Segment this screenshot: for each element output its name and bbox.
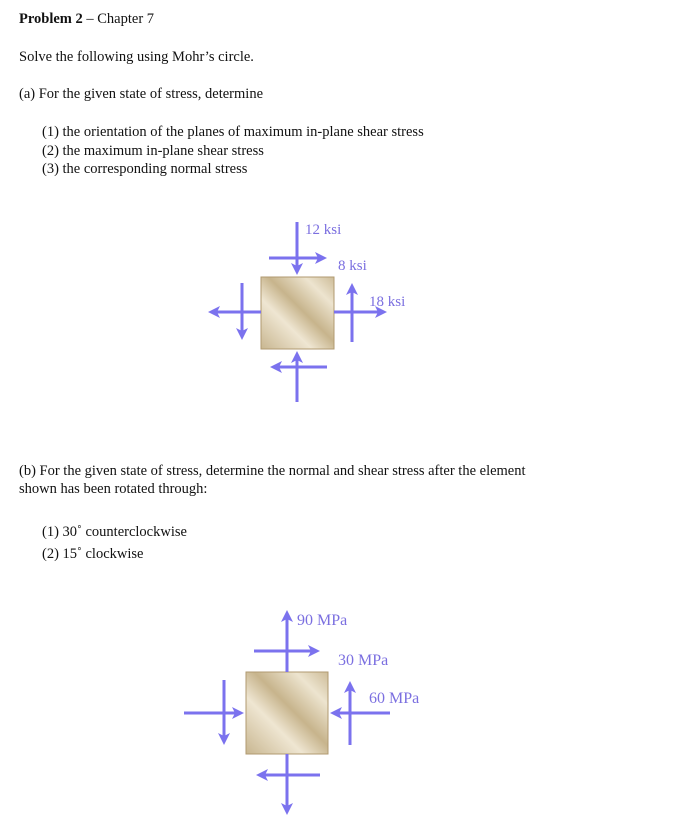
label-normal-y: 90 MPa xyxy=(297,612,348,629)
element-b xyxy=(184,612,419,812)
stress-element-square xyxy=(261,277,334,349)
label-normal-x: 60 MPa xyxy=(369,690,420,707)
heading-line: shown has been rotated through: xyxy=(19,481,208,497)
label-shear: 8 ksi xyxy=(338,258,367,274)
title-rest: – Chapter 7 xyxy=(82,11,155,27)
label-normal-y: 12 ksi xyxy=(305,222,342,238)
element-a xyxy=(211,222,405,402)
stress-element-square xyxy=(246,672,328,754)
list-item: (2) the maximum in-plane shear stress xyxy=(42,142,264,159)
label-normal-x: 18 ksi xyxy=(369,294,406,310)
title-bold: Problem 2 xyxy=(19,11,83,27)
heading-line: (b) For the given state of stress, determine the normal and shear stress after the element xyxy=(19,463,526,479)
list-item: (1) 30˚ counterclockwise xyxy=(42,524,187,540)
part-a-heading: (a) For the given state of stress, determine xyxy=(19,86,264,102)
label-shear: 30 MPa xyxy=(338,652,389,669)
list-item: (2) 15˚ clockwise xyxy=(42,546,144,562)
instruction: Solve the following using Mohr’s circle. xyxy=(19,49,254,65)
list-item: (1) the orientation of the planes of maximum in-plane shear stress xyxy=(42,124,424,140)
list-item: (3) the corresponding normal stress xyxy=(42,161,248,177)
